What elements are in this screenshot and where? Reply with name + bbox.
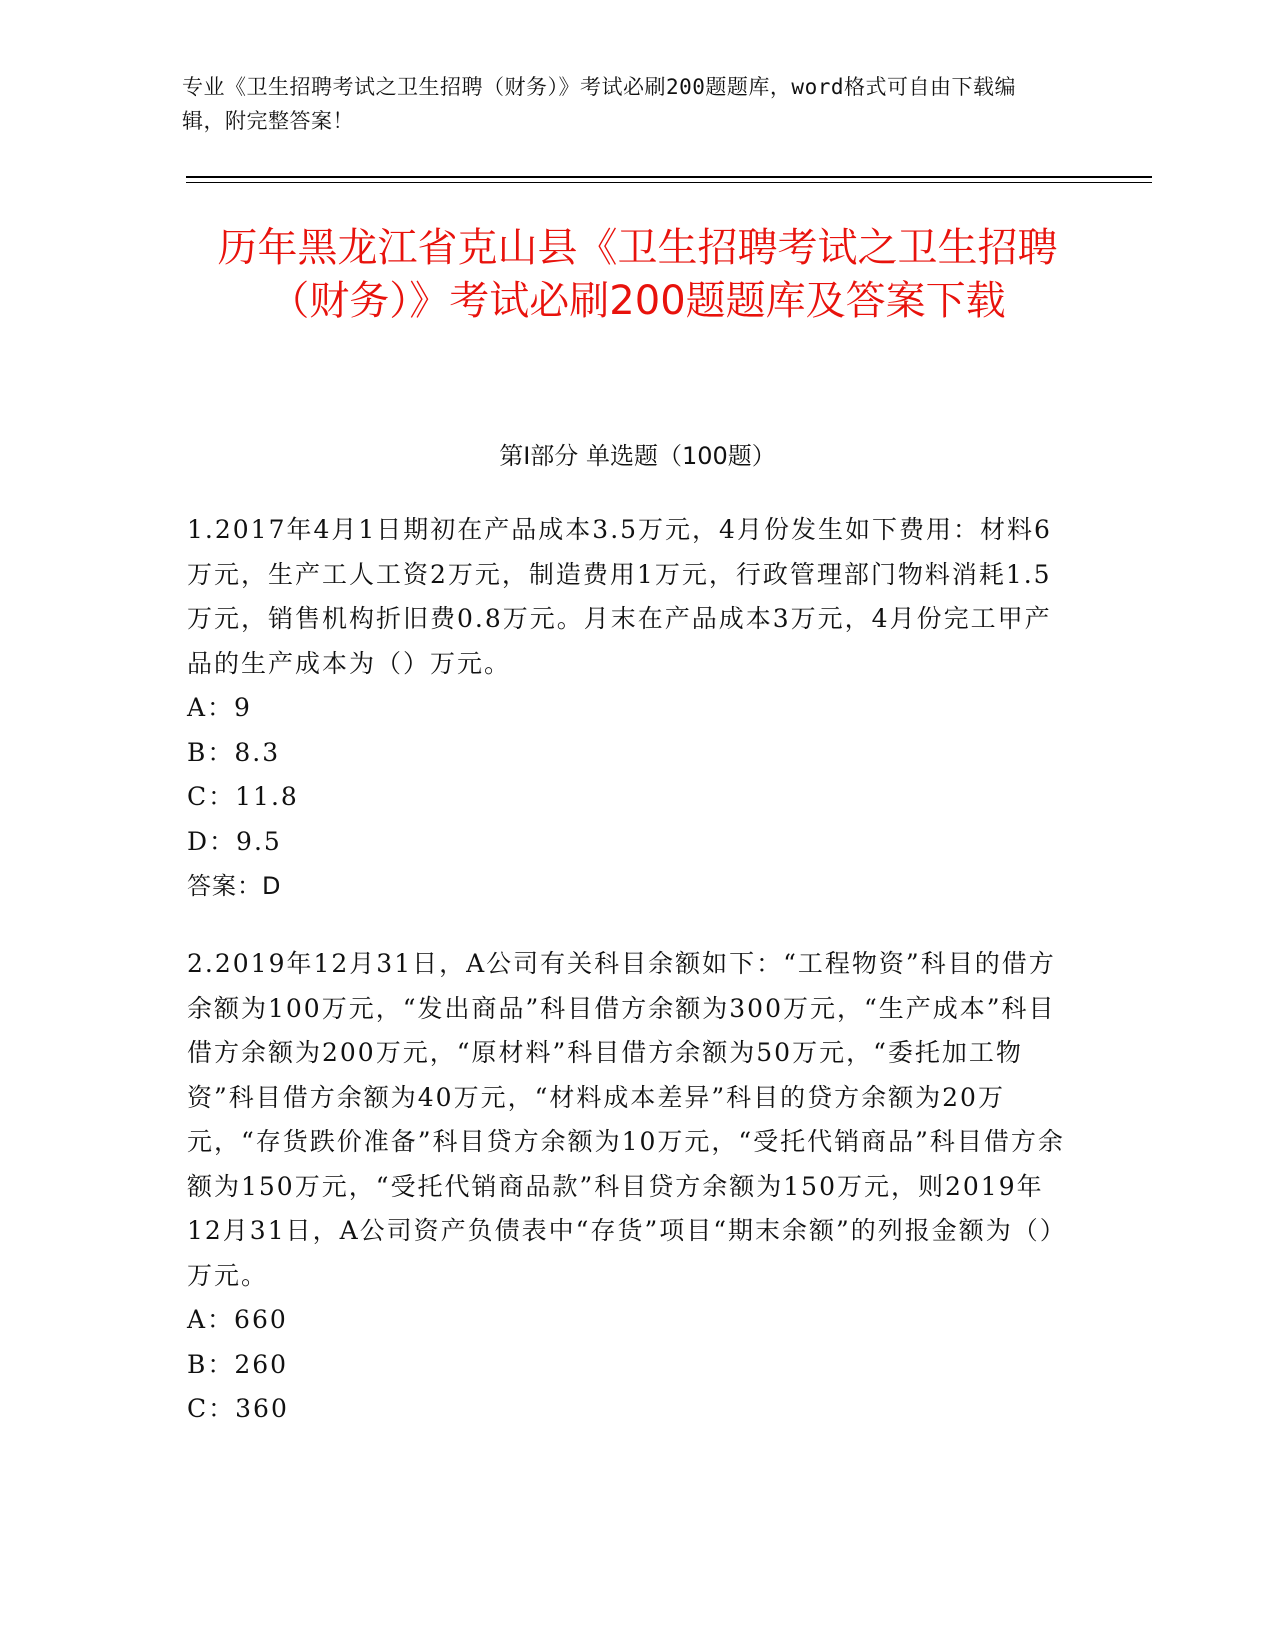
header-note: 专业《卫生招聘考试之卫生招聘（财务）》考试必刷200题题库，word格式可自由下载编辑，附完整答案！	[182, 75, 1016, 133]
header-divider-thick	[186, 176, 1152, 178]
question-1-option-a: A：9	[187, 693, 252, 722]
question-1-option-d: D：9.5	[187, 826, 282, 856]
question-1	[187, 508, 1067, 909]
question-1-option-b: B：8.3	[187, 737, 281, 767]
document-title: 历年黑龙江省克山县《卫生招聘考试之卫生招聘（财务）》考试必刷200题题库及答案下载	[217, 225, 1058, 324]
question-1-answer: 答案：D	[187, 872, 282, 900]
question-1-option-c: C：11.8	[187, 782, 299, 811]
question-2-text: 2.2019年12月31日，A公司有关科目余额如下：“工程物资”科目的借方余额为100万元，“发出商品”科目借方余额为300万元，“生产成本”科目借方余额为200万元，“原材料”科目借方余额为50万元，“委托加工物资”科目借方余额为40万元，“材料成本差异”科目的贷方余额为20万元，“存货跌价准备”科目贷方余额为10万元，“受托代销商品”科目借方余额为150万元，“受托代销商品款”科目贷方余额为150万元，则2019年12月31日，A公司资产负债表中“存货”项目“期末余额”的列报金额为（）万元。	[187, 949, 1067, 1290]
section-title: 第Ⅰ部分 单选题（100题）	[499, 442, 776, 470]
question-2-option-b: B：260	[187, 1349, 289, 1379]
question-2-option-c: C：360	[187, 1394, 289, 1423]
question-1-text: 1.2017年4月1日期初在产品成本3.5万元，4月份发生如下费用：材料6万元，生产工人工资2万元，制造费用1万元，行政管理部门物料消耗1.5万元，销售机构折旧费0.8万元。月末在产品成本3万元，4月份完工甲产品的生产成本为（）万元。	[187, 515, 1052, 678]
question-2	[187, 942, 1067, 1432]
header-divider-thin	[186, 182, 1152, 183]
question-2-option-a: A：660	[187, 1305, 288, 1334]
